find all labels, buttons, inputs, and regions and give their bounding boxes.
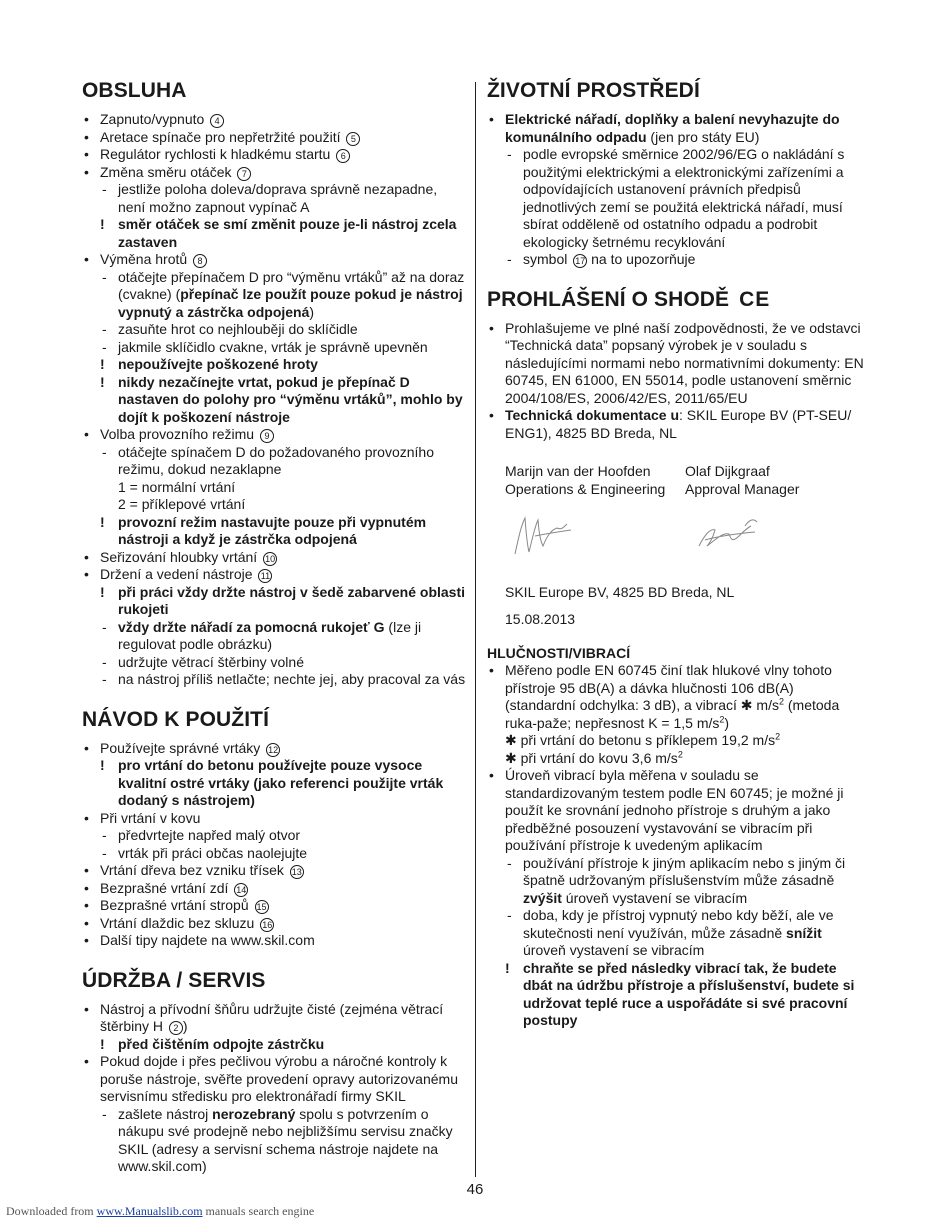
download-footer: Downloaded from www.Manualslib.com manuals search engine bbox=[6, 1204, 315, 1218]
dash-item: - zašlete nástroj nerozebraný spolu s potvrzením o nákupu své prodejně nebo nejbližšímu servisu značky SKIL (adresy a servisní schema nástroje najdete na www.skil.com) bbox=[82, 1106, 467, 1176]
list-item: • Další tipy najdete na www.skil.com bbox=[82, 932, 467, 950]
dash-item: - vždy držte nářadí za pomocná rukojeť G (lze ji regulovat podle obrázku) bbox=[82, 619, 467, 654]
right-column bbox=[487, 78, 865, 1030]
list-item: • Prohlašujeme ve plné naší zodpovědnosti, že ve odstavci “Technická data” popsaný výrobek je v souladu s následujícími normami nebo normativními dokumenty: EN 60745, EN 61000, EN 55014, podle ustanovení směrnic 2004/108/ES, 2006/42/ES, 2011/65/EU bbox=[487, 320, 865, 408]
callout-number: 13 bbox=[291, 867, 302, 877]
manualslib-link[interactable]: www.Manualslib.com bbox=[96, 1204, 203, 1218]
signatory-2 bbox=[685, 462, 865, 570]
callout-number: 14 bbox=[236, 884, 247, 895]
section-title-prohlaseni: PROHLÁŠENÍ O SHODĚ CE bbox=[487, 287, 771, 311]
list-item: • Používejte správné vrtáky 12 bbox=[82, 740, 467, 758]
page-number: 46 bbox=[466, 1181, 484, 1198]
list-item: • Držení a vedení nástroje 11 bbox=[82, 566, 467, 584]
dash-item: - zasuňte hrot co nejhlouběji do sklíčidle bbox=[82, 321, 467, 339]
left-column bbox=[82, 78, 467, 1176]
signatory-name: Marijn van der Hoofden bbox=[505, 463, 651, 479]
callout-number: 6 bbox=[336, 149, 350, 163]
warning-item: ! pro vrtání do betonu používejte pouze vysoce kvalitní ostré vrtáky (jako referenci použijte vrták dodaný s nástrojem) bbox=[82, 757, 467, 810]
dash-item: - na nástroj příliš netlačte; nechte jej, aby pracoval za vás bbox=[82, 671, 467, 689]
warning-item: ! směr otáček se smí změnit pouze je-li nástroj zcela zastaven bbox=[82, 216, 467, 251]
dash-item: - doba, kdy je přístroj vypnutý nebo kdy běží, ale ve skutečnosti není využíván, může zásadně snížit úroveň vystavení se vibracím bbox=[487, 907, 865, 960]
list-item: • Aretace spínače pro nepřetržité použití 5 bbox=[82, 129, 467, 147]
list-item: • Vrtání dlaždic bez skluzu 16 bbox=[82, 915, 467, 933]
callout-number: 15 bbox=[256, 902, 267, 912]
callout-number: 5 bbox=[346, 132, 360, 146]
callout-number: 12 bbox=[268, 744, 279, 755]
signature-image bbox=[505, 506, 595, 566]
list-item: • Pokud dojde i přes pečlivou výrobu a náročné kontroly k poruše nástroje, svěřte provedení opravy autorizovanému servisnímu středisku pro elektronářadí firmy SKIL bbox=[82, 1053, 467, 1106]
dash-item: - jestliže poloha doleva/doprava správně nezapadne, není možno zapnout vypínač A bbox=[82, 181, 467, 216]
warning-item: ! nepoužívejte poškozené hroty bbox=[82, 356, 467, 374]
callout-number: 4 bbox=[210, 114, 224, 128]
mode-option: 2 = příklepové vrtání bbox=[118, 496, 246, 512]
signatory-role: Operations & Engineering bbox=[505, 481, 666, 497]
signature-image bbox=[685, 506, 775, 566]
list-item: • Výměna hrotů 8 bbox=[82, 251, 467, 269]
section-title-hluk: HLUČNOSTI/VIBRACÍ bbox=[487, 645, 631, 661]
callout-number: 17 bbox=[575, 256, 586, 266]
warning-item: ! před čištěním odpojte zástrčku bbox=[82, 1036, 467, 1054]
callout-number: 10 bbox=[265, 553, 276, 564]
warning-item: ! provozní režim nastavujte pouze při vypnutém nástroji a když je zástrčka odpojená bbox=[82, 514, 467, 549]
list-item: • Vrtání dřeva bez vzniku třísek 13 bbox=[82, 862, 467, 880]
asterisk-icon: ✱ bbox=[740, 697, 753, 713]
callout-number: 9 bbox=[260, 429, 274, 443]
column-divider bbox=[475, 82, 476, 1177]
signatory-role: Approval Manager bbox=[685, 481, 800, 497]
list-item: • Bezprašné vrtání zdí 14 bbox=[82, 880, 467, 898]
asterisk-icon: ✱ bbox=[505, 732, 517, 748]
section-title-navod: NÁVOD K POUŽITÍ bbox=[82, 707, 270, 731]
dash-item: - otáčejte spínačem D do požadovaného provozního režimu, dokud nezaklapne bbox=[82, 444, 467, 479]
list-item: • Měřeno podle EN 60745 činí tlak hlukové vlny tohoto přístroje 95 dB(A) a dávka hlučnosti 106 dB(A) (standardní odchylka: 3 dB), a vibrací ✱ $m/s^2$ (metoda ruka-paže; nepřesnost K = 1,5 $m/s^2$) bbox=[487, 662, 865, 732]
section-title-udrzba: ÚDRŽBA / SERVIS bbox=[82, 968, 266, 992]
callout-number: 11 bbox=[258, 569, 272, 583]
list-item: • Zapnuto/vypnuto 4 bbox=[82, 111, 467, 129]
list-item: • Úroveň vibrací byla měřena v souladu se standardizovaným testem podle EN 60745; je možné ji použít ke srovnání jednoho přístroje s druhým a jako předběžné posouzení vystavování se vibracím při používání přístroje k uvedeným aplikacím bbox=[487, 767, 865, 855]
dash-item: - jakmile sklíčidlo cvakne, vrták je správně upevněn bbox=[82, 339, 467, 357]
dash-item: - předvrtejte napřed malý otvor bbox=[82, 827, 467, 845]
warning-item: ! při práci vždy držte nástroj v šedě zabarvené oblasti rukojeti bbox=[82, 584, 467, 619]
ce-mark: CE bbox=[739, 287, 771, 311]
vibration-value: ✱ při vrtání do kovu 3,6 $m/s^2$ bbox=[505, 748, 683, 766]
company-address: SKIL Europe BV, 4825 BD Breda, NL bbox=[505, 584, 735, 600]
signatory-name: Olaf Dijkgraaf bbox=[685, 463, 770, 479]
declaration-date: 15.08.2013 bbox=[505, 610, 576, 627]
mode-option: 1 = normální vrtání bbox=[118, 478, 236, 495]
list-item: • Seřizování hloubky vrtání 10 bbox=[82, 549, 467, 567]
list-item: • Technická dokumentace u: SKIL Europe BV (PT-SEU/ ENG1), 4825 BD Breda, NL bbox=[487, 407, 865, 442]
callout-number: 8 bbox=[193, 254, 207, 268]
callout-number: 7 bbox=[237, 167, 251, 181]
signatures bbox=[505, 462, 865, 570]
section-title-obsluha: OBSLUHA bbox=[82, 79, 187, 102]
list-item: • Regulátor rychlosti k hladkému startu 6 bbox=[82, 146, 467, 164]
asterisk-icon: ✱ bbox=[505, 749, 517, 766]
dash-item: - vrták při práci občas naolejujte bbox=[82, 845, 467, 863]
list-item: • Bezprašné vrtání stropů 15 bbox=[82, 897, 467, 915]
list-item: • Volba provozního režimu 9 bbox=[82, 426, 467, 444]
callout-number: 2 bbox=[169, 1021, 183, 1035]
warning-item: ! nikdy nezačínejte vrtat, pokud je přepínač D nastaven do polohy pro “výměnu vrtáků”, mohlo by dojít k poškození nástroje bbox=[82, 374, 467, 427]
list-item: • Při vrtání v kovu bbox=[82, 810, 467, 828]
dash-item: - otáčejte přepínačem D pro “výměnu vrtáků” až na doraz (cvakne) (přepínač lze použít pouze pokud je nástroj vypnutý a zástrčka odpojená) bbox=[82, 269, 467, 322]
warning-item: ! chraňte se před následky vibrací tak, že budete dbát na údržbu přístroje a příslušenství, budete si udržovat teplé ruce a uspořádáte si své pracovní postupy bbox=[487, 960, 865, 1030]
dash-item: - udržujte větrací štěrbiny volné bbox=[82, 654, 467, 672]
list-item: • Změna směru otáček 7 bbox=[82, 164, 467, 182]
vibration-value: ✱ při vrtání do betonu s příklepem 19,2 $m/s^2$ bbox=[505, 731, 781, 748]
list-item: • Elektrické nářadí, doplňky a balení nevyhazujte do komunálního odpadu (jen pro státy EU) bbox=[487, 111, 865, 146]
section-title-zivotni: ŽIVOTNÍ PROSTŘEDÍ bbox=[487, 79, 700, 102]
list-item: • Nástroj a přívodní šňůru udržujte čisté (zejména větrací štěrbiny H 2 ) bbox=[82, 1001, 467, 1036]
callout-number: 16 bbox=[262, 919, 273, 930]
dash-item: - podle evropské směrnice 2002/96/EG o nakládání s použitými elektrickými a elektronickými zařízeními a odpovídajících ustanovení právních předpisů jednotlivých zemí se použitá elektrická nářadí, musí sbírat odděleně od ostatního odpadu a podrobit ekologicky šetrnému recyklování bbox=[487, 146, 865, 251]
dash-item: - používání přístroje k jiným aplikacím nebo s jiným či špatně udržovaným příslušenstvím může zásadně zvýšit úroveň vystavení se vibracím bbox=[487, 855, 865, 908]
dash-item: - symbol 17 na to upozorňuje bbox=[487, 251, 865, 269]
signatory-1 bbox=[505, 462, 685, 570]
